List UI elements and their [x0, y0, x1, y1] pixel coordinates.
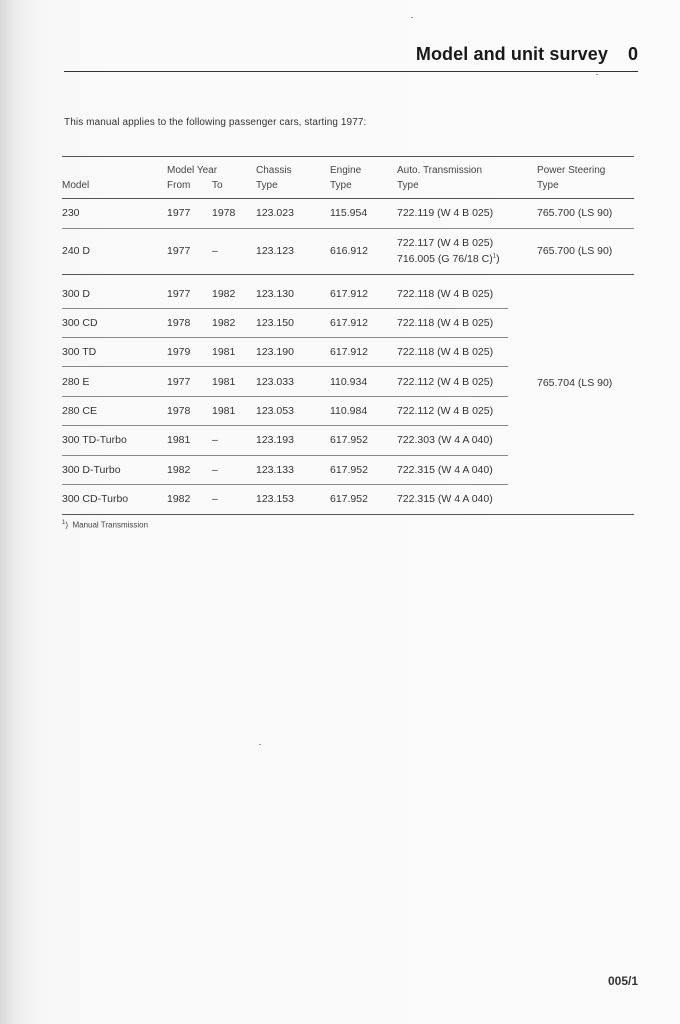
- row-rule: [62, 337, 508, 338]
- cell-steering: 765.700 (LS 90): [537, 207, 613, 219]
- page-header: [64, 44, 638, 65]
- cell-to: 1981: [212, 346, 236, 358]
- cell-model: 300 D-Turbo: [62, 464, 121, 476]
- row-rule: [62, 308, 508, 309]
- cell-model: 280 E: [62, 376, 90, 388]
- header-auto-transmission: Auto. Transmission: [397, 165, 483, 176]
- cell-from: 1978: [167, 317, 191, 329]
- cell-model: 300 D: [62, 288, 91, 300]
- table-top-rule: [62, 156, 634, 157]
- cell-chassis: 123.023: [256, 207, 294, 219]
- header-bottom-rule: [62, 198, 634, 199]
- cell-engine: 617.952: [330, 464, 368, 476]
- cell-chassis: 123.053: [256, 405, 294, 417]
- cell-from: 1977: [167, 207, 191, 219]
- cell-to: –: [212, 245, 218, 257]
- cell-to: 1981: [212, 405, 236, 417]
- cell-engine: 617.912: [330, 346, 368, 358]
- cell-chassis: 123.150: [256, 317, 294, 329]
- footnote-mark-close: ): [65, 520, 69, 530]
- cell-to: –: [212, 493, 218, 505]
- chapter-number: 0: [627, 44, 638, 64]
- header-model: Model: [62, 180, 90, 191]
- cell-from: 1982: [167, 493, 191, 505]
- footnote-mark: 1: [62, 520, 66, 526]
- cell-engine: 110.984: [330, 405, 368, 417]
- cell-to: –: [212, 464, 218, 476]
- cell-chassis: 123.193: [256, 434, 294, 446]
- cell-model: 280 CE: [62, 405, 98, 417]
- header-model-year: Model Year: [167, 165, 218, 176]
- header-chassis-type: Type: [256, 180, 278, 191]
- cell-steering-group: 765.704 (LS 90): [537, 377, 613, 389]
- cell-model: 300 CD: [62, 317, 98, 329]
- cell-from: 1977: [167, 376, 191, 388]
- cell-transmission: 722.112 (W 4 B 025): [397, 405, 494, 417]
- row-rule: [62, 228, 634, 229]
- cell-to: –: [212, 434, 218, 446]
- header-to: To: [212, 180, 223, 191]
- cell-from: 1979: [167, 346, 191, 358]
- header-engine-type: Type: [330, 180, 352, 191]
- cell-engine: 617.912: [330, 317, 368, 329]
- cell-transmission: 722.315 (W 4 A 040): [397, 464, 493, 476]
- cell-model: 300 TD-Turbo: [62, 434, 127, 446]
- row-rule: [62, 366, 508, 367]
- footnote-text: Manual Transmission: [72, 520, 149, 530]
- header-engine: Engine: [330, 165, 362, 176]
- cell-chassis: 123.153: [256, 493, 294, 505]
- table-bottom-rule: [62, 514, 634, 515]
- footnote-ref: 1: [492, 253, 497, 260]
- cell-engine: 617.952: [330, 493, 368, 505]
- cell-model: 240 D: [62, 245, 91, 257]
- cell-transmission: 722.112 (W 4 B 025): [397, 376, 494, 388]
- row-rule: [62, 396, 508, 397]
- cell-engine: 616.912: [330, 245, 368, 257]
- cell-chassis: 123.190: [256, 346, 294, 358]
- cell-model: 300 TD: [62, 346, 97, 358]
- cell-to: 1982: [212, 288, 236, 300]
- scan-speck: [411, 17, 413, 18]
- scan-speck: [596, 74, 598, 75]
- page-title: Model and unit survey: [415, 44, 608, 64]
- cell-transmission: 722.315 (W 4 A 040): [397, 493, 493, 505]
- cell-engine: 617.952: [330, 434, 368, 446]
- cell-from: 1982: [167, 464, 191, 476]
- header-power-steering: Power Steering: [537, 165, 606, 176]
- cell-to: 1978: [212, 207, 236, 219]
- cell-from: 1981: [167, 434, 191, 446]
- cell-chassis: 123.033: [256, 376, 294, 388]
- row-rule: [62, 455, 508, 456]
- header-chassis: Chassis: [256, 165, 292, 176]
- cell-chassis: 123.130: [256, 288, 294, 300]
- cell-transmission: 722.118 (W 4 B 025): [397, 346, 494, 358]
- page-number: 005/1: [607, 974, 638, 988]
- cell-engine: 115.954: [330, 207, 368, 219]
- cell-model: 300 CD-Turbo: [62, 493, 129, 505]
- footnote-ref-close: ): [496, 253, 500, 265]
- cell-transmission: 722.117 (W 4 B 025): [397, 237, 494, 249]
- header-from: From: [167, 180, 191, 191]
- cell-transmission: 722.303 (W 4 A 040): [397, 434, 493, 446]
- row-rule: [62, 425, 508, 426]
- cell-from: 1977: [167, 245, 191, 257]
- scan-speck: [259, 744, 261, 745]
- cell-to: 1981: [212, 376, 236, 388]
- cell-transmission: 722.119 (W 4 B 025): [397, 207, 494, 219]
- cell-from: 1977: [167, 288, 191, 300]
- header-rule: [64, 71, 638, 72]
- row-rule: [62, 484, 508, 485]
- header-power-steering-type: Type: [537, 180, 559, 191]
- intro-text: This manual applies to the following passenger cars, starting 1977:: [64, 117, 367, 128]
- cell-chassis: 123.123: [256, 245, 294, 257]
- cell-chassis: 123.133: [256, 464, 294, 476]
- manual-transmission-type: 716.005 (G 76/18 C): [397, 253, 493, 265]
- cell-engine: 110.934: [330, 376, 368, 388]
- header-auto-transmission-type: Type: [397, 180, 419, 191]
- cell-from: 1978: [167, 405, 191, 417]
- cell-transmission-manual: [397, 253, 500, 265]
- cell-transmission: 722.118 (W 4 B 025): [397, 317, 494, 329]
- cell-steering: 765.700 (LS 90): [537, 245, 613, 257]
- cell-to: 1982: [212, 317, 236, 329]
- cell-transmission: 722.118 (W 4 B 025): [397, 288, 494, 300]
- cell-model: 230: [62, 207, 80, 219]
- footnote: [62, 520, 148, 530]
- group-rule: [62, 274, 634, 275]
- cell-engine: 617.912: [330, 288, 368, 300]
